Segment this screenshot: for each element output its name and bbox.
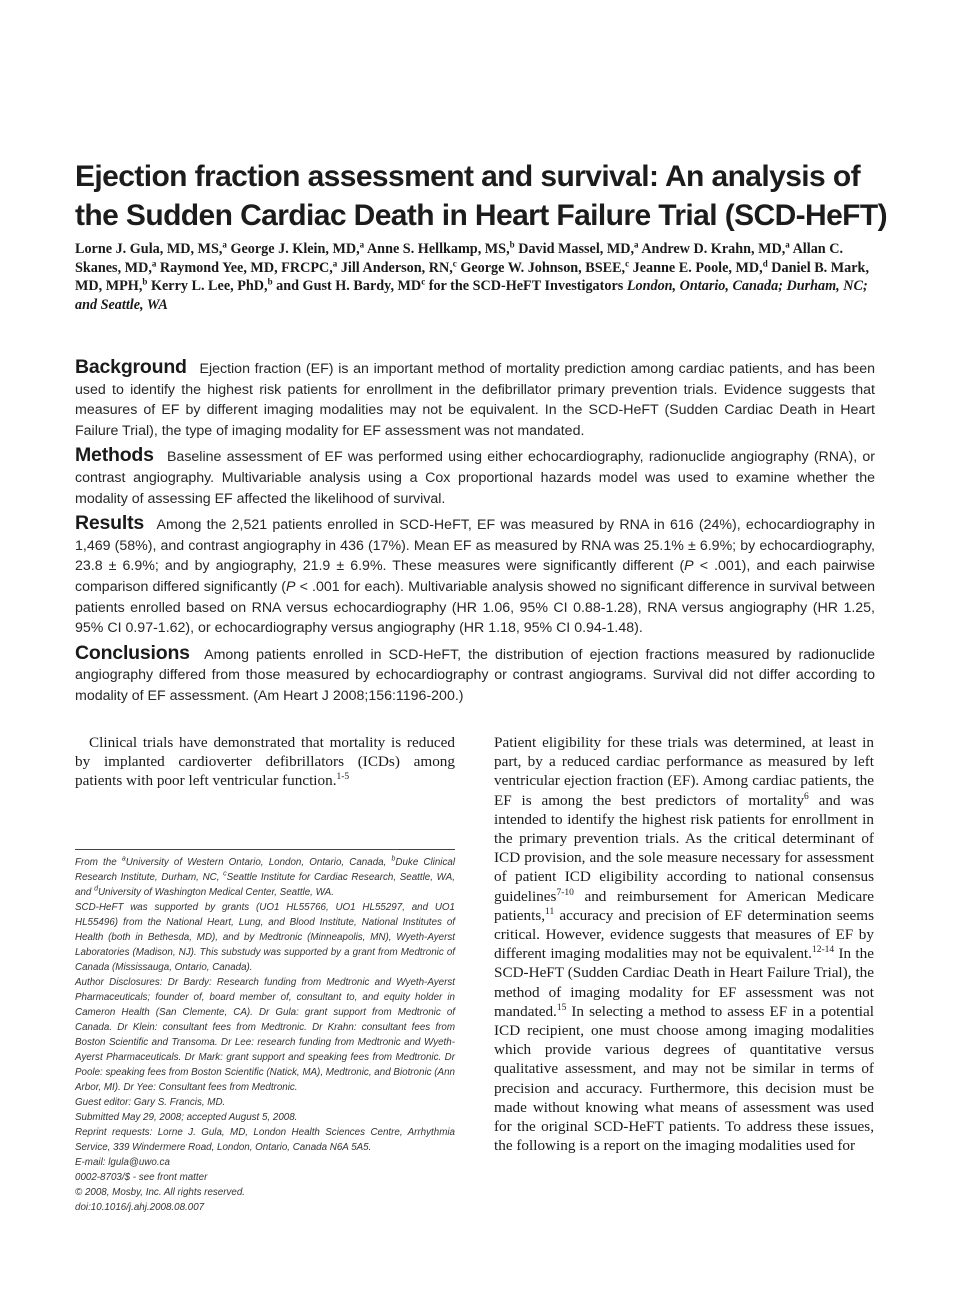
author-affiliation-mark: b xyxy=(509,239,515,250)
conclusions-text: Among patients enrolled in SCD-HeFT, the distribution of ejection fractions measured by radionuclide angiography differed from those measured by echocardiography or contrast angiograms. Survival did not differ according to modality of EF assessment. (Am Heart J 2008;156:1196-200.) xyxy=(75,646,875,704)
author-affiliation-mark: b xyxy=(267,276,273,287)
intro-paragraph xyxy=(75,733,455,791)
abstract-background xyxy=(75,357,875,441)
affil-mark: b xyxy=(391,855,396,863)
citation-link[interactable]: 11 xyxy=(545,906,555,917)
affil-mark: c xyxy=(223,870,227,878)
intro-text: Clinical trials have demonstrated that mortality is reduced by implanted cardioverter defibrillators (ICDs) among patients with poor left ventricular function. xyxy=(75,734,455,790)
doi-label: doi: xyxy=(75,1202,91,1213)
citation-link[interactable]: 12-14 xyxy=(811,945,835,956)
reprint-requests: Reprint requests: Lorne J. Gula, MD, London Health Sciences Centre, Arrhythmia Service, 339 Windermere Road, London, Ontario, Canada N6A 5A5. xyxy=(75,1127,455,1153)
methods-text: Baseline assessment of EF was performed using either echocardiography, radionuclide angiography (RNA), or contrast angiography. Multivariable analysis using a Cox proportional hazards model was used to examine whether the modality of assessing EF affected the likelihood of survival. xyxy=(75,449,875,507)
background-text: Ejection fraction (EF) is an important method of mortality prediction among cardiac patients, and has been used to identify the highest risk patients for enrollment in the defibrillator primary prevention trials. Evidence suggests that measures of EF by different imaging modalities may not be equivalent. In the SCD-HeFT (Sudden Cardiac Death in Heart Failure Trial), the type of imaging modality for EF assessment was not mandated. xyxy=(75,361,875,439)
disclosures-note: Author Disclosures: Dr Bardy: Research funding from Medtronic and Wyeth-Ayerst Pharmaceuticals; founder of, board member of, consultant to, and equity holder in Cameron Health (San Clemente, CA). Dr Gula: grant support from Medtronic of Canada. Dr Klein: consultant fees from Medtronic. Dr Krahn: consultant fees from Boston Scientific and Transoma. Dr Lee: research funding from Medtronic and Wyeth-Ayerst Pharmaceuticals. Dr Mark: grant support and speaking fees from Medtronic. Dr Poole: speaking fees from Boston Scientific (Natick, MA), Medtronic, and Biotronic (Ann Arbor, MI). Dr Yee: Consultant fees from Medtronic. xyxy=(75,977,455,1093)
affiliations-note xyxy=(75,855,455,900)
email-link[interactable]: lgula@uwo.ca xyxy=(108,1157,170,1168)
guest-editor-note: Guest editor: Gary S. Francis, MD. xyxy=(75,1097,226,1108)
author-affiliation-mark: d xyxy=(762,257,768,268)
methods-heading: Methods xyxy=(75,444,154,467)
affil-mark: a xyxy=(121,855,126,863)
author-list xyxy=(75,240,890,314)
author-affiliation-mark: a xyxy=(222,239,227,250)
abstract-methods xyxy=(75,445,875,509)
p-value-symbol: P xyxy=(684,558,694,575)
submission-dates: Submitted May 29, 2008; accepted August 5, 2008. xyxy=(75,1112,298,1123)
affil-text: From the xyxy=(75,857,122,868)
abstract xyxy=(75,357,875,711)
affil-text: Seattle Institute for Cardiac Research, Seattle, WA, and xyxy=(75,872,455,898)
affil-text: University of Western Ontario, London, Ontario, Canada, xyxy=(125,857,392,868)
author-name: George J. Klein, MD, xyxy=(230,241,360,257)
email-label: E-mail: xyxy=(75,1157,109,1168)
author-name: Andrew D. Krahn, MD, xyxy=(641,241,786,257)
right-column xyxy=(494,733,874,1155)
body-text: and was intended to identify the highest risk patients for enrollment in the primary prevention trials. As the critical determinant of ICD provision, and the sole measure necessary for assessment of patient ICD eligibility according to national consensus guidelines xyxy=(494,791,874,905)
affil-text: Duke Clinical Research Institute, Durham, NC, xyxy=(75,857,456,883)
doi-link[interactable]: 10.1016/j.ahj.2008.08.007 xyxy=(90,1202,205,1213)
left-column xyxy=(75,733,455,791)
author-affiliation-mark: b xyxy=(142,276,148,287)
author-name: and Gust H. Bardy, MD xyxy=(276,278,422,295)
doi-line xyxy=(75,1200,455,1215)
abstract-conclusions xyxy=(75,643,875,707)
article-title: Ejection fraction assessment and survival: An analysis of the Sudden Cardiac Death in Heart Failure Trial (SCD-HeFT) xyxy=(75,160,888,232)
body-text: In the SCD-HeFT (Sudden Cardiac Death in Heart Failure Trial), the method of imaging modality for EF assessment was not mandated. xyxy=(494,945,874,1020)
citation-link[interactable]: 15 xyxy=(556,1002,567,1013)
conclusions-heading: Conclusions xyxy=(75,641,190,664)
citation-link[interactable]: 6 xyxy=(804,791,809,802)
footnote-divider xyxy=(75,849,455,850)
author-name: Jeanne E. Poole, MD, xyxy=(632,259,763,276)
p-value-symbol: P xyxy=(285,578,296,595)
email-line xyxy=(75,1155,455,1170)
author-affiliation-mark: c xyxy=(625,257,630,268)
issn-line: 0002-8703/$ - see front matter xyxy=(75,1172,208,1183)
footnotes xyxy=(75,855,455,1215)
authors-tail: for the SCD-HeFT Investigators xyxy=(428,278,624,295)
abstract-results xyxy=(75,513,875,639)
body-text: accuracy and precision of EF determination seems critical. However, evidence suggests that measures of EF by different imaging modalities may not be equivalent. xyxy=(494,906,874,963)
author-affiliation-mark: c xyxy=(452,257,457,268)
body-text: Patient eligibility for these trials was determined, at least in part, by a reduced cardiac performance as measured by left ventricular ejection fraction (EF). Among cardiac patients, the EF is among the best predictors of mortality xyxy=(494,734,874,809)
author-affiliation-mark: a xyxy=(359,239,365,250)
body-text: In selecting a method to assess EF in a potential ICD recipient, one must choose among imaging modalities which provide various degrees of quantitative versus qualitative assessment, and may not be similar in terms of precision and accuracy. Furthermore, this decision must be made without knowing what means of assessment was used for the original SCD-HeFT patients. To address these issues, the following is a report on the imaging modalities used for xyxy=(494,1002,874,1155)
background-heading: Background xyxy=(75,356,187,378)
results-text-2: < .001), and each pairwise comparison differed significantly ( xyxy=(75,558,875,595)
author-affiliation-mark: a xyxy=(151,257,157,268)
body-paragraph xyxy=(494,733,874,1155)
results-heading: Results xyxy=(75,512,145,535)
results-text-1: Among the 2,521 patients enrolled in SCD-HeFT, EF was measured by RNA in 616 (24%), echocardiography in 1,469 (58%), and contrast angiography in 436 (17%). Mean EF as measured by RNA was 25.1% ± 6.9%; by echocardiography, 23.8 ± 6.9%; and by angiography, 21.9 ± 6.9%. These measures were significantly different ( xyxy=(75,517,875,575)
citation-link[interactable]: 7-10 xyxy=(556,887,574,898)
author-name: Raymond Yee, MD, FRCPC, xyxy=(159,259,333,276)
affil-mark: d xyxy=(94,885,98,893)
citation-link[interactable]: 1-5 xyxy=(336,772,350,783)
results-text-3: < .001 for each). Multivariable analysis showed no significant difference in survival between patients enrolled based on RNA versus echocardiography (HR 1.06, 95% CI 0.88-1.28), RNA versus angiography (HR 1.25, 95% CI 0.97-1.62), or echocardiography versus angiography (HR 1.18, 95% CI 0.94-1.48). xyxy=(75,578,875,637)
author-name: George W. Johnson, BSEE, xyxy=(460,259,626,276)
author-name: Allan C. Skanes, MD, xyxy=(75,241,844,276)
author-name: Daniel B. Mark, MD, MPH, xyxy=(75,259,869,295)
author-name: Kerry L. Lee, PhD, xyxy=(150,278,268,295)
body-text: and reimbursement for American Medicare patients, xyxy=(494,887,874,924)
copyright-line: © 2008, Mosby, Inc. All rights reserved. xyxy=(75,1187,246,1198)
author-affiliation-mark: a xyxy=(332,257,338,268)
author-name: David Massel, MD, xyxy=(518,241,635,257)
author-affiliation-mark: a xyxy=(785,239,790,250)
author-name: Lorne J. Gula, MD, MS, xyxy=(75,241,223,257)
author-name: Anne S. Hellkamp, MS, xyxy=(366,241,510,257)
author-name: Jill Anderson, RN, xyxy=(340,259,453,276)
affiliation-locations: London, Ontario, Canada; Durham, NC; and Seattle, WA xyxy=(75,278,868,313)
author-affiliation-mark: a xyxy=(634,239,639,250)
funding-note: SCD-HeFT was supported by grants (UO1 HL55766, UO1 HL55297, and UO1 HL55496) from the National Heart, Lung, and Blood Institute, National Institutes of Health (both in Bethesda, MD), and by Medtronic (Minneapolis, MN), Wyeth-Ayerst Laboratories (Madison, NJ). This substudy was supported by a grant from Medtronic of Canada (Mississauga, Ontario, Canada). xyxy=(75,902,455,973)
author-affiliation-mark: c xyxy=(421,276,426,287)
affil-text: University of Washington Medical Center, Seattle, WA. xyxy=(97,887,334,898)
